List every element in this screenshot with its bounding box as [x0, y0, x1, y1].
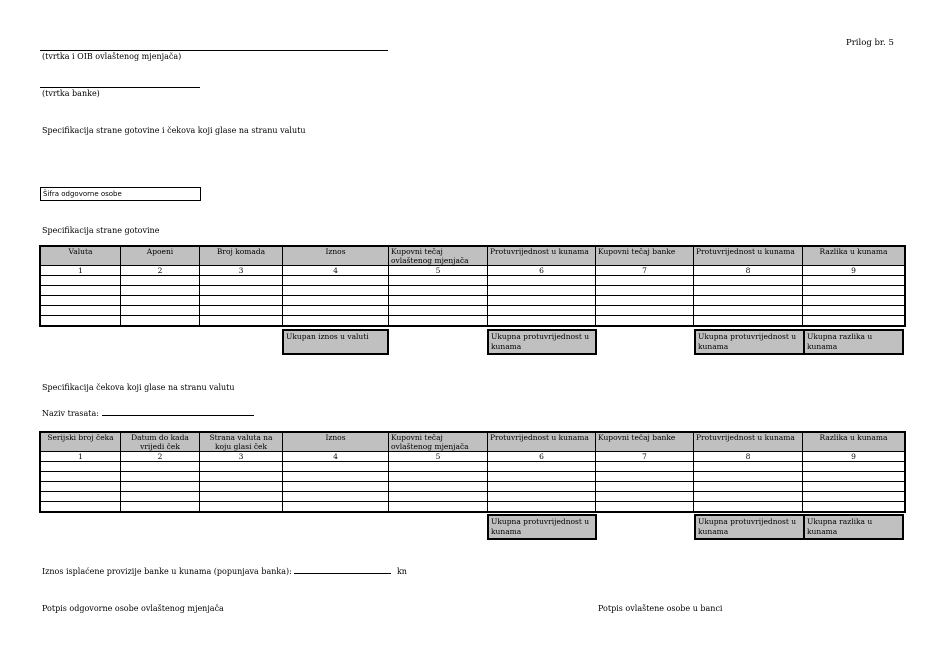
cell[interactable] [694, 316, 803, 326]
cell[interactable] [596, 276, 694, 286]
cell[interactable] [389, 472, 488, 482]
cheques-col-2-header: Datum do kada vrijedi ček [121, 433, 200, 452]
cell[interactable] [200, 492, 283, 502]
cash-col-num: 6 [488, 266, 596, 276]
cell[interactable] [41, 276, 121, 286]
cell[interactable] [200, 286, 283, 296]
cheques-col-num: 4 [283, 452, 389, 462]
main-title: Specifikacija strane gotovine i čekova koji glase na stranu valutu [42, 126, 306, 135]
cell[interactable] [200, 462, 283, 472]
cell[interactable] [803, 482, 905, 492]
commission-unit: kn [396, 567, 407, 576]
cell[interactable] [389, 502, 488, 512]
cell[interactable] [488, 276, 596, 286]
cell[interactable] [803, 462, 905, 472]
cell[interactable] [200, 472, 283, 482]
cell[interactable] [694, 276, 803, 286]
cheques-col-num: 6 [488, 452, 596, 462]
table-row[interactable] [41, 482, 905, 492]
cell[interactable] [121, 462, 200, 472]
cell[interactable] [694, 492, 803, 502]
cell[interactable] [694, 502, 803, 512]
cell[interactable] [121, 502, 200, 512]
cheques-col-5-header: Kupovni tečaj ovlaštenog mjenjača [389, 433, 488, 452]
cheques-number-row [41, 452, 905, 462]
bank-label: (tvrtka banke) [42, 89, 100, 98]
cell[interactable] [803, 472, 905, 482]
cash-total-value-8-label: Ukupna protuvrijednost u kunama [698, 332, 797, 351]
cell[interactable] [283, 472, 389, 482]
exchanger-label: (tvrtka i OIB ovlaštenog mjenjača) [42, 52, 182, 61]
cheques-total-diff-label: Ukupna razlika u kunama [807, 517, 873, 536]
cell[interactable] [803, 492, 905, 502]
table-row[interactable] [41, 286, 905, 296]
cell[interactable] [121, 482, 200, 492]
cell[interactable] [200, 502, 283, 512]
table-row[interactable] [41, 472, 905, 482]
cheques-col-num: 5 [389, 452, 488, 462]
cell[interactable] [803, 316, 905, 326]
cell[interactable] [200, 276, 283, 286]
cash-col-7-header: Kupovni tečaj banke [596, 247, 694, 266]
cell[interactable] [803, 286, 905, 296]
cell[interactable] [596, 502, 694, 512]
cash-col-num: 2 [121, 266, 200, 276]
cash-col-3-header: Broj komada [200, 247, 283, 266]
cheques-col-num: 2 [121, 452, 200, 462]
cell[interactable] [694, 472, 803, 482]
cell[interactable] [283, 492, 389, 502]
cash-total-amount[interactable] [282, 329, 389, 355]
cheques-col-4-header: Iznos [283, 433, 389, 452]
cell[interactable] [200, 306, 283, 316]
exchanger-signature-label: Potpis odgovorne osobe ovlaštenog mjenjača [42, 604, 224, 613]
cash-total-value-8[interactable] [694, 329, 805, 355]
cell[interactable] [41, 306, 121, 316]
cell[interactable] [596, 286, 694, 296]
cell[interactable] [283, 276, 389, 286]
cell[interactable] [41, 492, 121, 502]
cell[interactable] [41, 502, 121, 512]
commission-input-line[interactable] [294, 565, 391, 574]
cheques-col-1-header: Serijski broj čeka [41, 433, 121, 452]
cheques-col-9-header: Razlika u kunama [803, 433, 905, 452]
drawee-field[interactable] [42, 407, 254, 418]
cheques-col-8-header: Protuvrijednost u kunama [694, 433, 803, 452]
cell[interactable] [121, 276, 200, 286]
cell[interactable] [596, 482, 694, 492]
table-row[interactable] [41, 276, 905, 286]
responsible-person-code-field[interactable] [40, 187, 201, 201]
cell[interactable] [596, 492, 694, 502]
cell[interactable] [389, 316, 488, 326]
cheques-col-num: 7 [596, 452, 694, 462]
cell[interactable] [596, 462, 694, 472]
cash-col-8-header: Protuvrijednost u kunama [694, 247, 803, 266]
cell[interactable] [389, 286, 488, 296]
cell[interactable] [694, 482, 803, 492]
cell[interactable] [803, 502, 905, 512]
cash-col-1-header: Valuta [41, 247, 121, 266]
cell[interactable] [121, 472, 200, 482]
cell[interactable] [488, 316, 596, 326]
cell[interactable] [488, 482, 596, 492]
cell[interactable] [200, 316, 283, 326]
cell[interactable] [41, 462, 121, 472]
cell[interactable] [694, 462, 803, 472]
cell[interactable] [283, 482, 389, 492]
cell[interactable] [121, 306, 200, 316]
cell[interactable] [596, 296, 694, 306]
cash-total-value-6-label: Ukupna protuvrijednost u kunama [491, 332, 590, 351]
cell[interactable] [283, 502, 389, 512]
cell[interactable] [488, 492, 596, 502]
table-row[interactable] [41, 306, 905, 316]
cell[interactable] [596, 316, 694, 326]
cell[interactable] [283, 286, 389, 296]
cheques-total-diff[interactable] [803, 514, 904, 540]
cell[interactable] [596, 472, 694, 482]
cash-col-num: 1 [41, 266, 121, 276]
cash-total-diff-label: Ukupna razlika u kunama [807, 332, 873, 351]
cell[interactable] [596, 306, 694, 316]
exchanger-signature-line [40, 50, 388, 51]
cash-col-num: 7 [596, 266, 694, 276]
cell[interactable] [121, 316, 200, 326]
cash-total-diff[interactable] [803, 329, 904, 355]
cheques-col-3-header: Strana valuta na koju glasi ček [200, 433, 283, 452]
cell[interactable] [488, 296, 596, 306]
cash-table [40, 246, 905, 326]
drawee-input-line[interactable] [102, 407, 254, 416]
cell[interactable] [283, 316, 389, 326]
cell[interactable] [488, 306, 596, 316]
cheques-col-num: 1 [41, 452, 121, 462]
responsible-person-code-label: Šifra odgovorne osobe [43, 190, 122, 198]
cell[interactable] [121, 492, 200, 502]
cash-col-num: 4 [283, 266, 389, 276]
cell[interactable] [121, 286, 200, 296]
cash-col-num: 5 [389, 266, 488, 276]
cell[interactable] [41, 472, 121, 482]
cell[interactable] [200, 482, 283, 492]
cheques-col-num: 9 [803, 452, 905, 462]
cell[interactable] [694, 296, 803, 306]
cell[interactable] [283, 462, 389, 472]
cash-total-value-6[interactable] [487, 329, 597, 355]
cell[interactable] [694, 286, 803, 296]
cash-header-row [41, 247, 905, 266]
cheques-total-value-8[interactable] [694, 514, 805, 540]
cheques-col-7-header: Kupovni tečaj banke [596, 433, 694, 452]
cheques-total-value-8-label: Ukupna protuvrijednost u kunama [698, 517, 797, 536]
cell[interactable] [41, 296, 121, 306]
cell[interactable] [389, 306, 488, 316]
cheques-section-title: Specifikacija čekova koji glase na stranu valutu [42, 383, 235, 392]
cash-col-5-header: Kupovni tečaj ovlaštenog mjenjača [389, 247, 488, 266]
cash-col-num: 8 [694, 266, 803, 276]
table-row[interactable] [41, 462, 905, 472]
cell[interactable] [283, 306, 389, 316]
cash-number-row [41, 266, 905, 276]
cell[interactable] [389, 276, 488, 286]
cell[interactable] [488, 286, 596, 296]
table-row[interactable] [41, 492, 905, 502]
cash-col-num: 3 [200, 266, 283, 276]
commission-field[interactable] [42, 565, 407, 576]
table-row[interactable] [41, 316, 905, 326]
cell[interactable] [803, 276, 905, 286]
cheques-header-row [41, 433, 905, 452]
cell[interactable] [389, 492, 488, 502]
cell[interactable] [803, 296, 905, 306]
cash-section-title: Specifikacija strane gotovine [42, 226, 160, 235]
cell[interactable] [41, 316, 121, 326]
bank-signature-label: Potpis ovlaštene osobe u banci [598, 604, 723, 613]
cell[interactable] [121, 296, 200, 306]
cash-col-4-header: Iznos [283, 247, 389, 266]
attachment-number: Prilog br. 5 [846, 38, 894, 48]
commission-label: Iznos isplaćene provizije banke u kunama (popunjava banka): [42, 567, 292, 576]
cell[interactable] [803, 306, 905, 316]
cell[interactable] [488, 502, 596, 512]
cash-total-amount-label: Ukupan iznos u valuti [286, 332, 369, 341]
cheques-total-value-6-label: Ukupna protuvrijednost u kunama [491, 517, 590, 536]
cheques-col-num: 3 [200, 452, 283, 462]
cash-col-9-header: Razlika u kunama [803, 247, 905, 266]
cell[interactable] [488, 472, 596, 482]
cell[interactable] [200, 296, 283, 306]
cell[interactable] [389, 462, 488, 472]
cash-col-num: 9 [803, 266, 905, 276]
cell[interactable] [389, 482, 488, 492]
cheques-table [40, 432, 905, 512]
cash-col-6-header: Protuvrijednost u kunama [488, 247, 596, 266]
cell[interactable] [694, 306, 803, 316]
cell[interactable] [41, 482, 121, 492]
cell[interactable] [41, 286, 121, 296]
bank-line [40, 87, 200, 88]
table-row[interactable] [41, 502, 905, 512]
cheques-col-6-header: Protuvrijednost u kunama [488, 433, 596, 452]
cell[interactable] [283, 296, 389, 306]
cheques-col-num: 8 [694, 452, 803, 462]
cell[interactable] [488, 462, 596, 472]
cheques-total-value-6[interactable] [487, 514, 597, 540]
cell[interactable] [389, 296, 488, 306]
drawee-label: Naziv trasata: [42, 409, 99, 418]
cash-col-2-header: Apoeni [121, 247, 200, 266]
table-row[interactable] [41, 296, 905, 306]
